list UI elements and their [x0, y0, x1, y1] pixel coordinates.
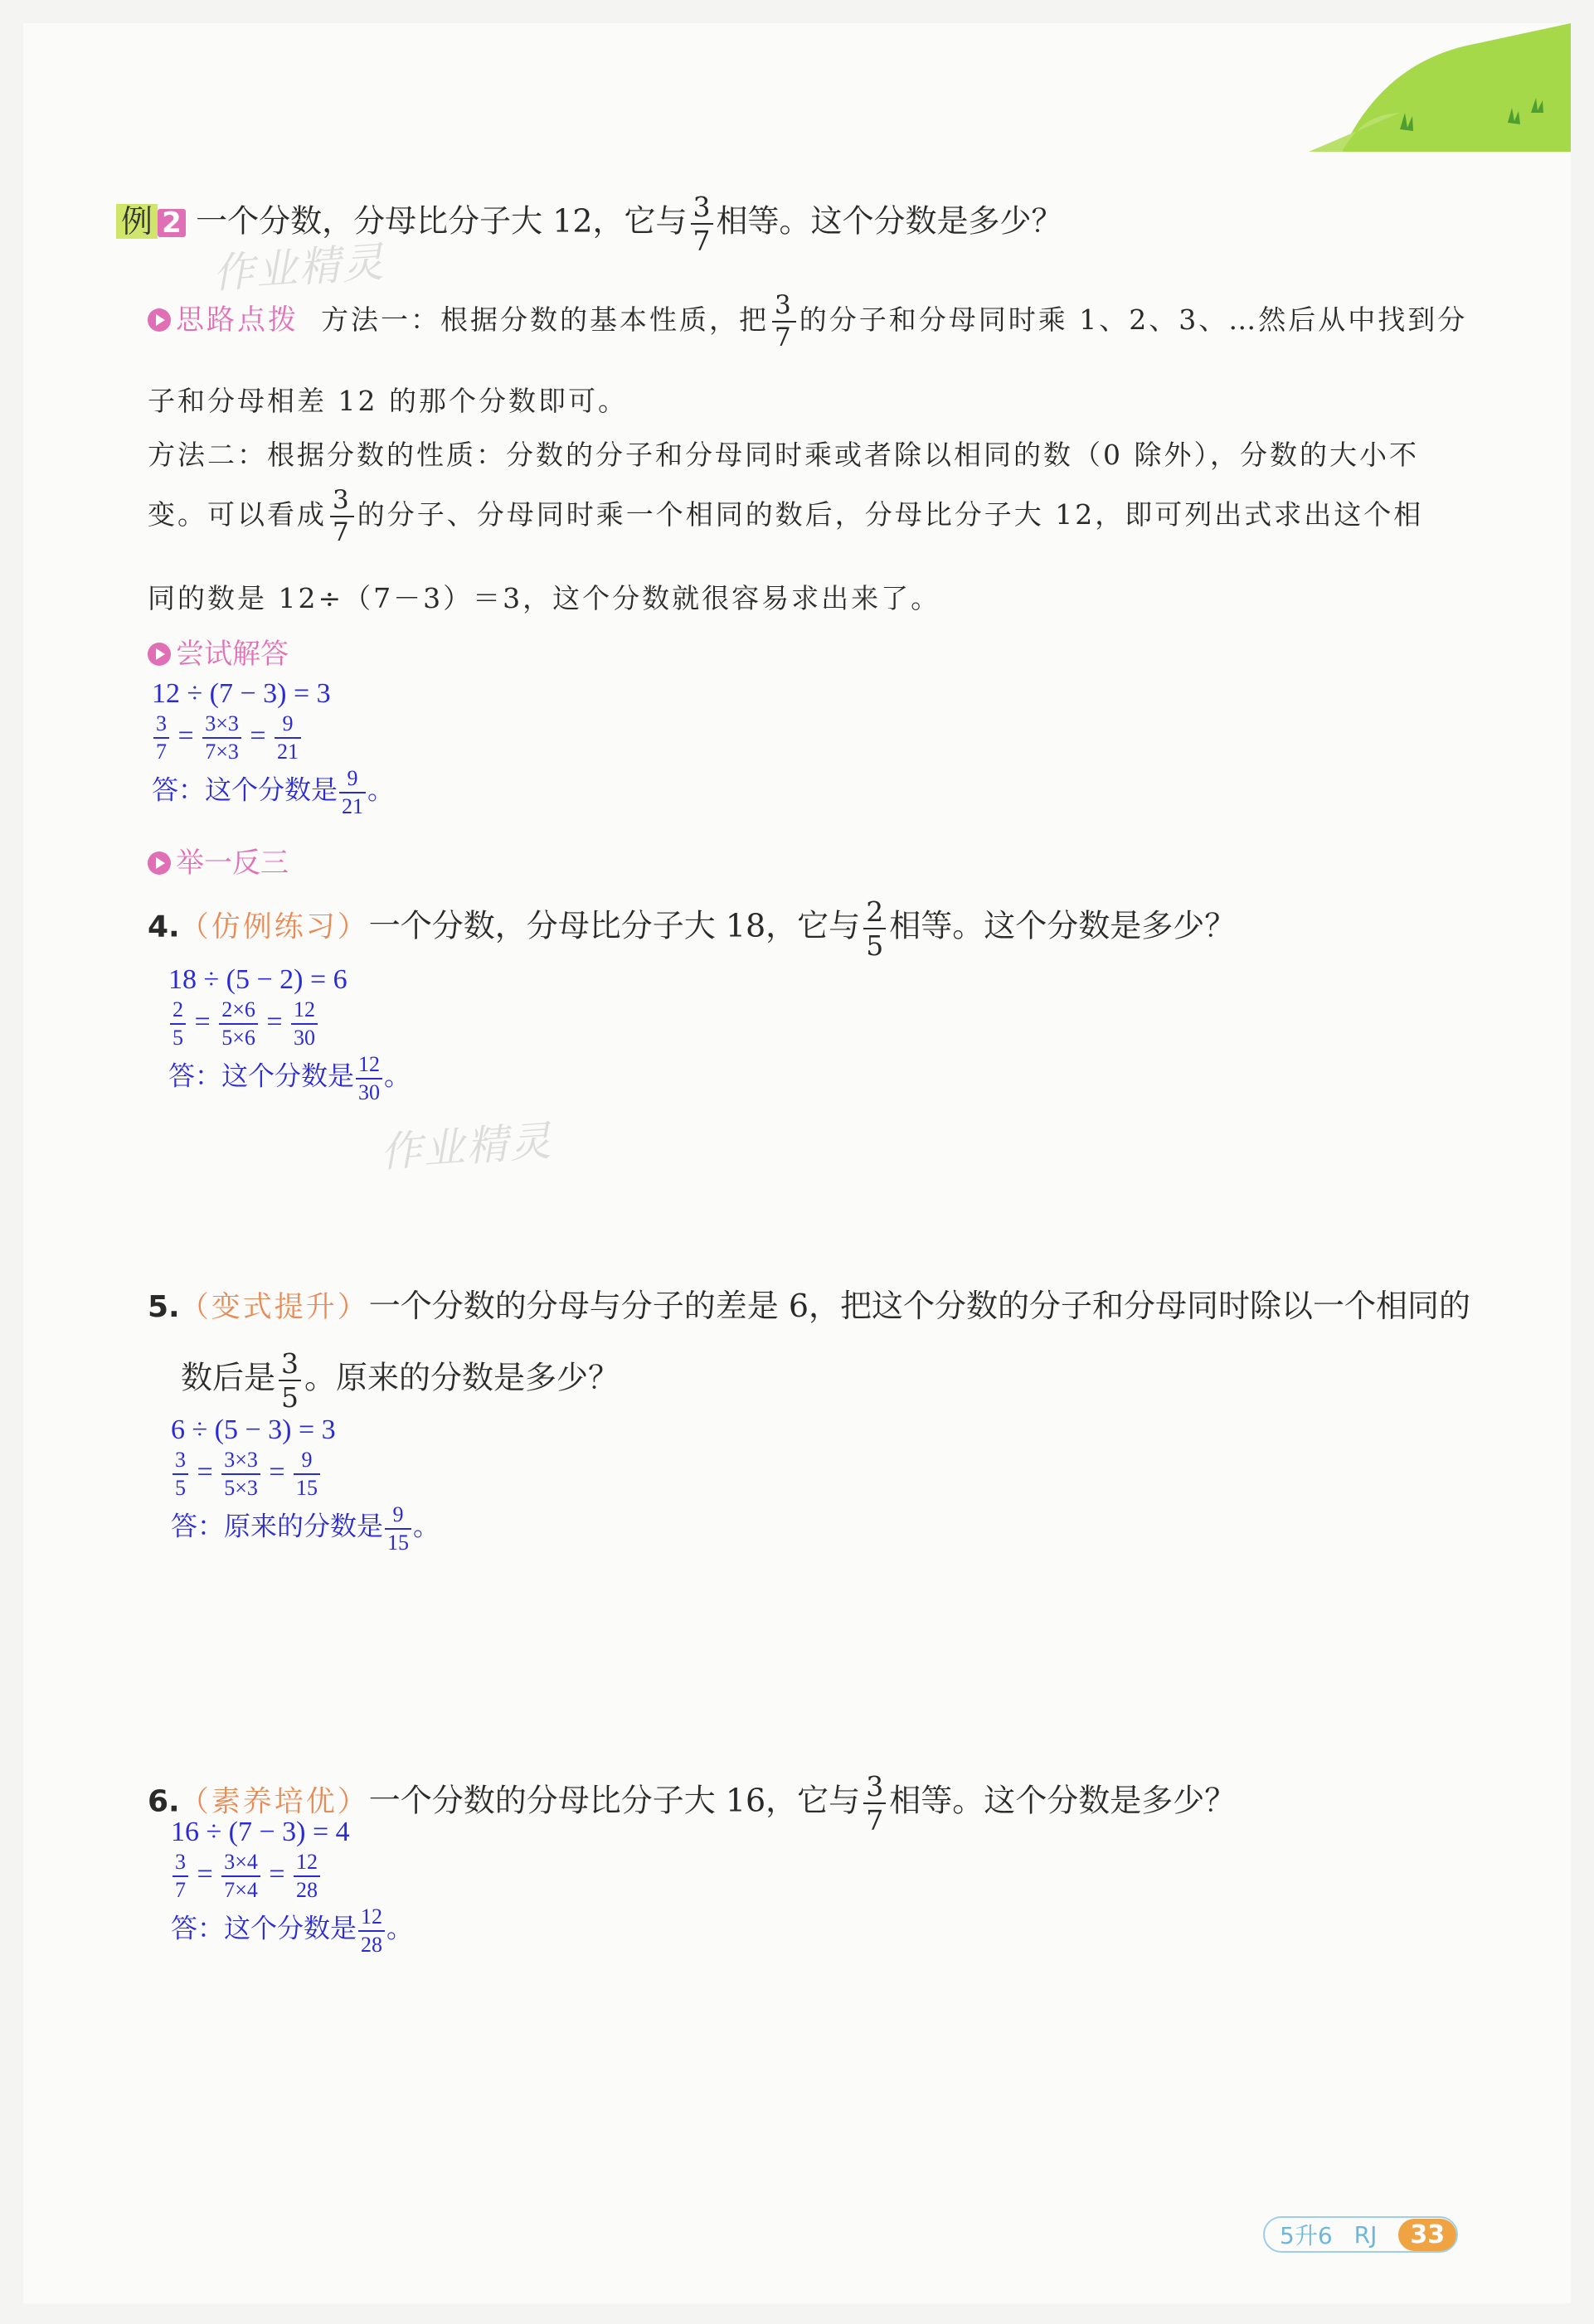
- question-4: 4.（仿例练习）一个分数，分母比分子大 18，它与 $\frac{2}{5}$ 相等。这个分数是多少？: [148, 895, 1237, 962]
- edition-label: RJ: [1353, 2220, 1378, 2249]
- solution-fractions: $\frac{3}{5}$ = $\frac{3\times 3}{5\times 3}$ = $\frac{9}{15}$: [171, 1449, 440, 1499]
- example-fraction: $\frac{3}{7}$: [691, 193, 713, 255]
- solution-calc: 12 ÷ (7 − 3) = 3: [152, 678, 331, 709]
- try-title: 尝试解答: [148, 631, 289, 672]
- grade-label: 5升6: [1280, 2222, 1333, 2249]
- solution-answer: 答：这个分数是 $\frac{12}{30}$ 。: [168, 1052, 411, 1104]
- play-icon: [148, 643, 171, 666]
- question-5-line-2: 数后是 $\frac{3}{5}$ 。原来的分数是多少？: [181, 1347, 620, 1414]
- solution-fractions: $\frac{2}{5}$ = $\frac{2\times 6}{5\times 6}$ = $\frac{12}{30}$: [168, 999, 411, 1049]
- q4-fraction: $\frac{2}{5}$: [863, 898, 886, 959]
- solution-answer: 答：原来的分数是 $\frac{9}{15}$ 。: [171, 1502, 440, 1555]
- q6-fraction: $\frac{3}{7}$: [863, 1773, 886, 1834]
- watermark: 作业精灵: [211, 237, 387, 298]
- example-number: 2: [158, 209, 186, 237]
- solution-answer: 答：这个分数是 $\frac{9}{21}$ 。: [152, 766, 395, 818]
- page: [23, 23, 1571, 2303]
- page-number: 33: [1398, 2219, 1456, 2251]
- example-text-end: 相等。这个分数是多少？: [716, 202, 1063, 240]
- watermark: 作业精灵: [378, 1116, 555, 1177]
- q4-solution: [168, 966, 411, 1104]
- hint-fraction-1: $\frac{3}{7}$: [772, 293, 796, 351]
- solution-calc: 16 ÷ (7 − 3) = 4: [171, 1817, 350, 1847]
- question-6: 6.（素养培优）一个分数的分母比分子大 16，它与 $\frac{3}{7}$ 相等。这个分数是多少？: [148, 1770, 1237, 1836]
- hint-title: 思路点拨: [148, 303, 299, 337]
- solution-fractions: $\frac{3}{7}$ = $\frac{3\times 4}{7\times 4}$ = $\frac{12}{28}$: [171, 1851, 413, 1901]
- hint-fraction-2: $\frac{3}{7}$: [330, 488, 354, 546]
- q5-solution: [171, 1416, 440, 1554]
- solution-answer: 答：这个分数是 $\frac{12}{28}$ 。: [171, 1904, 414, 1957]
- example-solution: [152, 680, 394, 818]
- grass-illustration: [1309, 23, 1571, 152]
- page-footer: [1263, 2216, 1458, 2253]
- q6-solution: [171, 1818, 413, 1956]
- question-5-line-1: 5.（变式提升）一个分数的分母与分子的差是 6，把这个分数的分子和分母同时除以一个相同的: [148, 1288, 1471, 1324]
- solution-calc: 18 ÷ (5 − 2) = 6: [168, 964, 347, 995]
- example-text: 一个分数，分母比分子大 12，它与: [196, 202, 688, 240]
- example-label: 例: [116, 204, 158, 239]
- solution-calc: 6 ÷ (5 − 3) = 3: [171, 1414, 336, 1445]
- hint-line-5: 同的数是 12÷（7－3）＝3，这个分数就很容易求出来了。: [148, 582, 941, 614]
- q5-fraction: $\frac{3}{5}$: [279, 1350, 301, 1411]
- solution-fractions: $\frac{3}{7}$ = $\frac{3\times 3}{7\times 3}$ = $\frac{9}{21}$: [152, 713, 394, 763]
- practice-title: 举一反三: [148, 840, 289, 881]
- play-icon: [148, 851, 171, 875]
- hint-line-3: 方法二：根据分数的性质：分数的分子和分母同时乘或者除以相同的数（0 除外），分数的大小不: [148, 439, 1419, 471]
- hint-line-1: 思路点拨 方法一：根据分数的基本性质，把 $\frac{3}{7}$ 的分子和分母同时乘 1、2、3、…然后从中找到分: [148, 293, 1467, 351]
- play-icon: [148, 308, 171, 332]
- hint-line-2: 子和分母相差 12 的那个分数即可。: [148, 385, 628, 417]
- hint-line-4: 变。可以看成 $\frac{3}{7}$ 的分子、分母同时乘一个相同的数后，分母比分子大 12，即可列出式求出这个相: [148, 485, 1424, 547]
